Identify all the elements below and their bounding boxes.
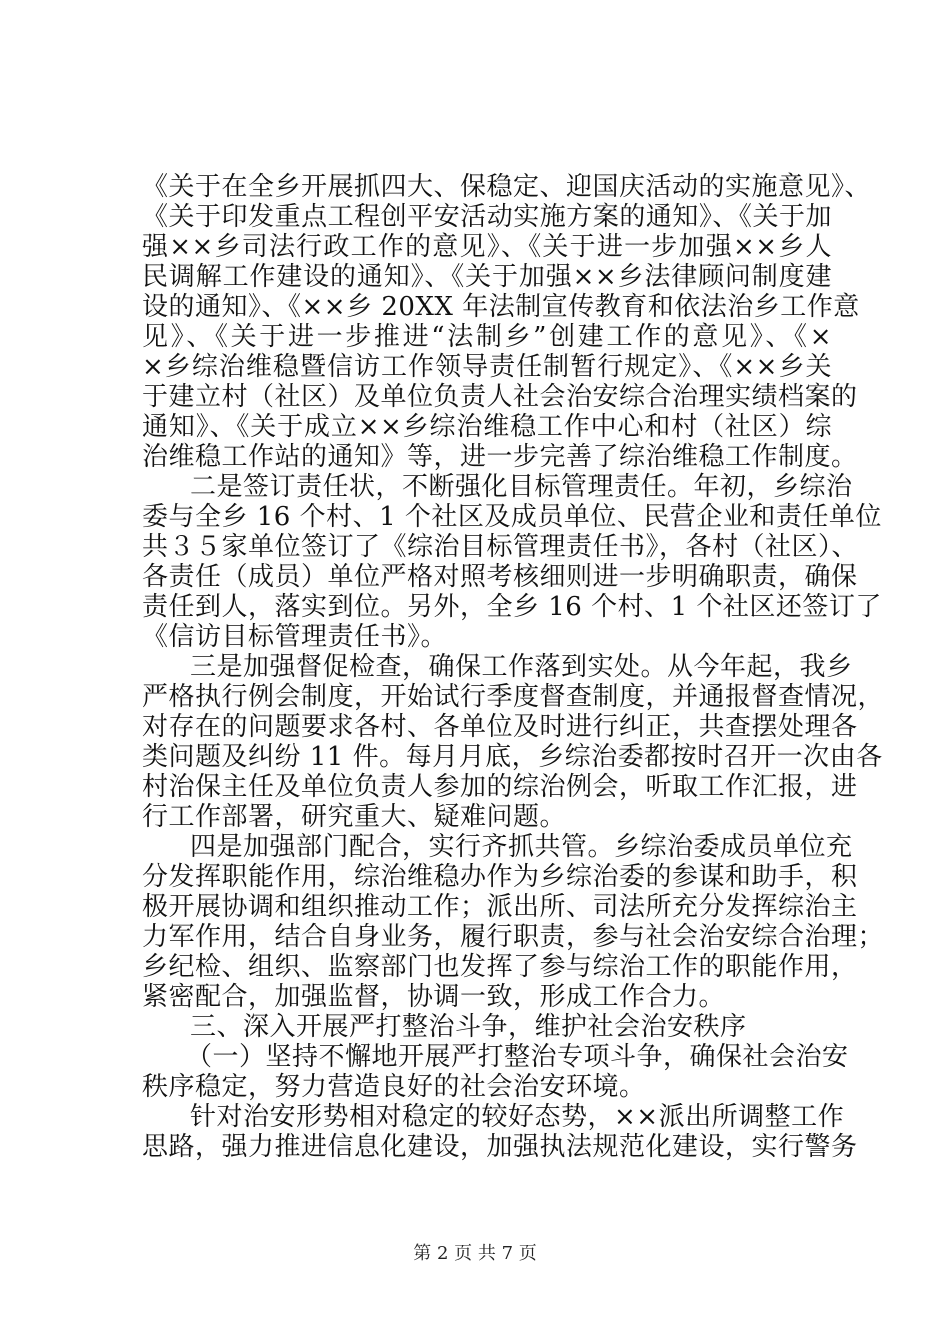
text-line: 设的通知》、《××乡 20XX 年法制宣传教育和依法治乡工作意 — [142, 292, 860, 322]
text-line: 见》、《关于进一步推进“法制乡”创建工作的意见》、《× — [142, 322, 832, 352]
text-line: 《信访目标管理责任书》。 — [142, 622, 448, 652]
text-line: 村治保主任及单位负责人参加的综治例会，听取工作汇报，进 — [142, 772, 858, 802]
text-line: 紧密配合，加强监督，协调一致，形成工作合力。 — [142, 982, 726, 1012]
text-line: 对存在的问题要求各村、各单位及时进行纠正，共查摆处理各 — [142, 712, 858, 742]
text-line: 极开展协调和组织推动工作；派出所、司法所充分发挥综治主 — [142, 892, 858, 922]
text-line: 于建立村（社区）及单位负责人社会治安综合治理实绩档案的 — [142, 382, 858, 412]
paragraph-start-line: 四是加强部门配合，实行齐抓共管。乡综治委成员单位充 — [190, 832, 853, 862]
section-heading: 三、深入开展严打整治斗争，维护社会治安秩序 — [190, 1012, 747, 1042]
page-number-label: 第 2 页 共 7 页 — [413, 1243, 537, 1264]
text-line: 委与全乡 16 个村、1 个社区及成员单位、民营企业和责任单位 — [142, 502, 882, 532]
text-line: 各责任（成员）单位严格对照考核细则进一步明确职责，确保 — [142, 562, 858, 592]
text-line: 《关于在全乡开展抓四大、保稳定、迎国庆活动的实施意见》、 — [142, 172, 872, 202]
subsection-heading: （一）坚持不懈地开展严打整治专项斗争，确保社会治安 — [186, 1042, 849, 1072]
text-line: 力军作用，结合自身业务，履行职责，参与社会治安综合治理； — [142, 922, 885, 952]
text-line: 秩序稳定，努力营造良好的社会治安环境。 — [142, 1072, 646, 1102]
text-line: 严格执行例会制度，开始试行季度督查制度，并通报督查情况， — [142, 682, 885, 712]
text-line: 责任到人，落实到位。另外，全乡 16 个村、1 个社区还签订了 — [142, 592, 882, 622]
text-line: 《关于印发重点工程创平安活动实施方案的通知》、《关于加 — [142, 202, 832, 232]
text-line: 思路，强力推进信息化建设，加强执法规范化建设，实行警务 — [142, 1132, 858, 1162]
paragraph-start-line: 二是签订责任状，不断强化目标管理责任。年初，乡综治 — [190, 472, 853, 502]
text-line: 乡纪检、组织、监察部门也发挥了参与综治工作的职能作用， — [142, 952, 858, 982]
document-body — [142, 172, 885, 1162]
text-line: 行工作部署，研究重大、疑难问题。 — [142, 802, 567, 832]
text-line: 共３５家单位签订了《综治目标管理责任书》，各村（社区）、 — [142, 532, 859, 562]
text-line: 民调解工作建设的通知》、《关于加强××乡法律顾问制度建 — [142, 262, 832, 292]
text-line: 类问题及纠纷 11 件。每月月底，乡综治委都按时召开一次由各 — [142, 742, 883, 772]
text-line: 强××乡司法行政工作的意见》、《关于进一步加强××乡人 — [142, 232, 832, 262]
text-line: ×乡综治维稳暨信访工作领导责任制暂行规定》、《××乡关 — [142, 352, 832, 382]
text-line: 治维稳工作站的通知》等，进一步完善了综治维稳工作制度。 — [142, 442, 858, 472]
paragraph-start-line: 三是加强督促检查，确保工作落到实处。从今年起，我乡 — [190, 652, 853, 682]
text-line: 通知》、《关于成立××乡综治维稳工作中心和村（社区）综 — [142, 412, 832, 442]
text-line: 分发挥职能作用，综治维稳办作为乡综治委的参谋和助手，积 — [142, 862, 858, 892]
page-footer — [0, 1243, 950, 1265]
paragraph-start-line: 针对治安形势相对稳定的较好态势，××派出所调整工作 — [190, 1102, 845, 1132]
